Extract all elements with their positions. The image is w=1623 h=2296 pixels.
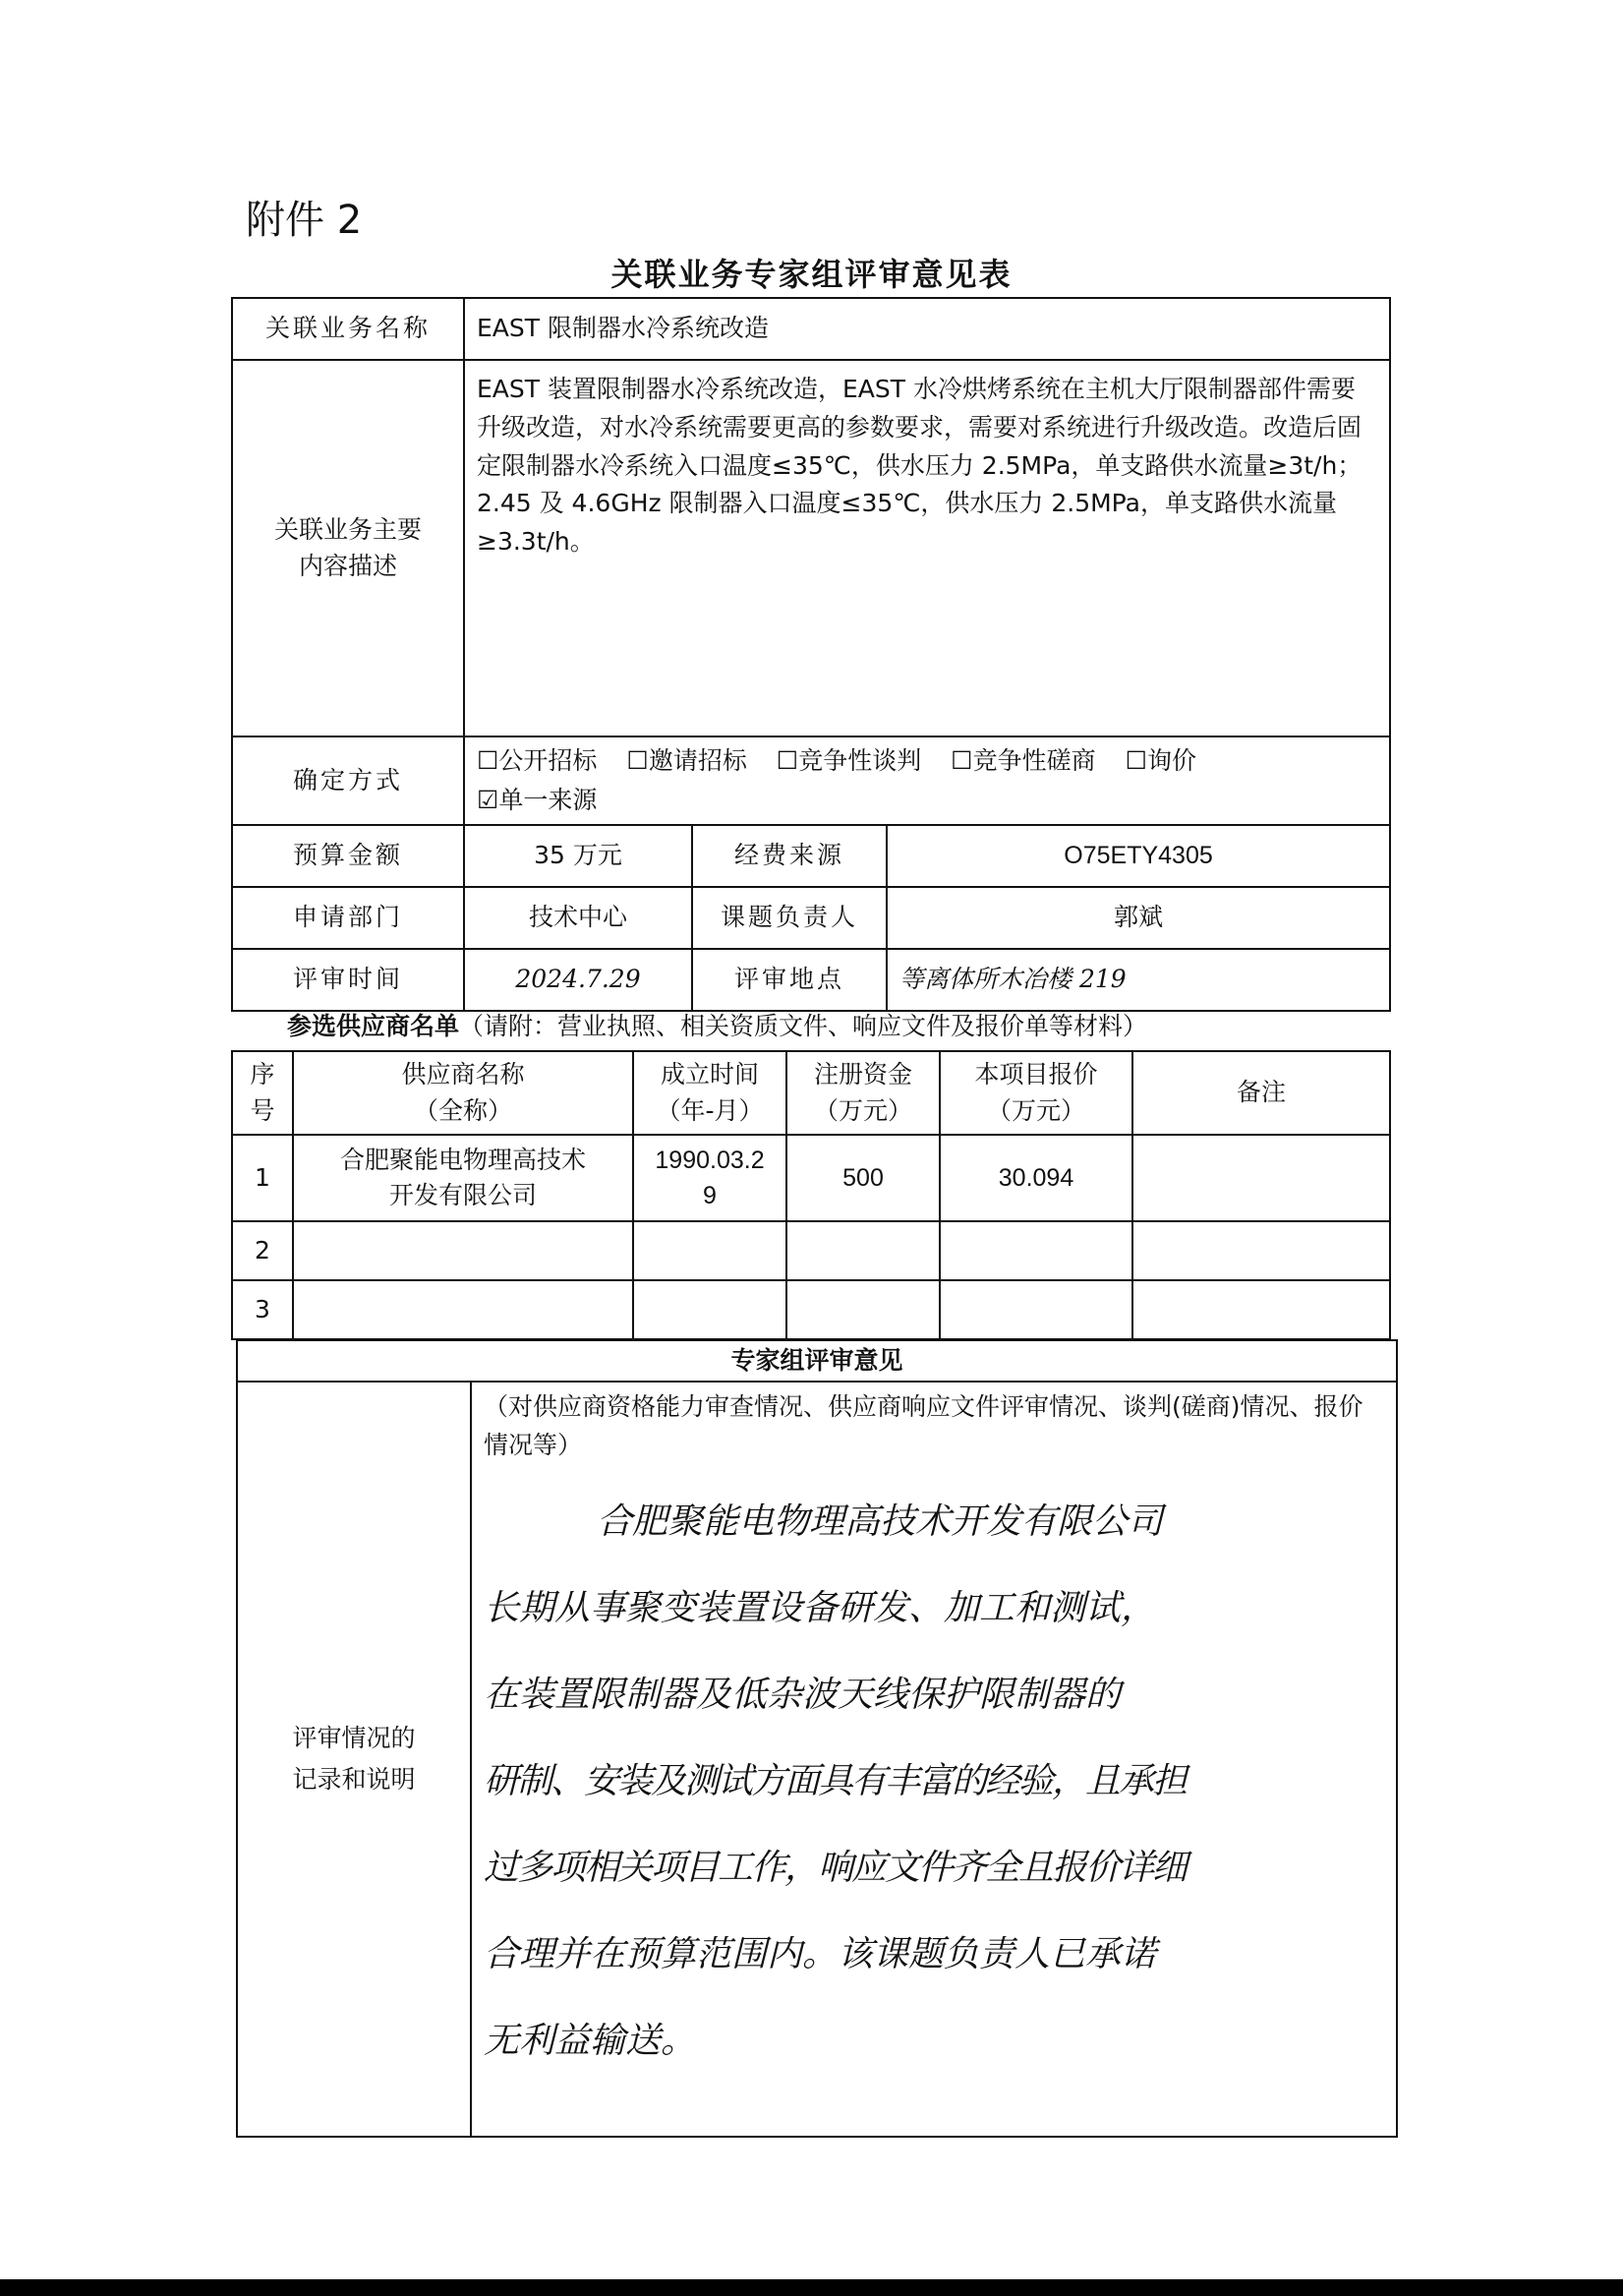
remark-cell xyxy=(1132,1280,1390,1339)
business-name-label: 关联业务名称 xyxy=(232,298,464,360)
capital-cell: 500 xyxy=(786,1135,940,1221)
seq-cell: 1 xyxy=(232,1135,293,1221)
business-info-table xyxy=(231,297,1391,1012)
method-option-inquiry: ☐询价 xyxy=(1125,746,1196,775)
department-value: 技术中心 xyxy=(464,887,692,949)
department-row xyxy=(232,887,1390,949)
description-label: 关联业务主要 内容描述 xyxy=(232,360,464,736)
table-row xyxy=(232,1221,1390,1280)
supplier-name-cell xyxy=(293,1280,633,1339)
project-leader-label: 课题负责人 xyxy=(692,887,887,949)
method-option-competitive-negotiation: ☐竞争性谈判 xyxy=(776,746,922,775)
quote-cell: 30.094 xyxy=(940,1135,1132,1221)
expert-opinion-heading: 专家组评审意见 xyxy=(237,1340,1397,1382)
supplier-name-cell xyxy=(293,1221,633,1280)
expert-opinion-table xyxy=(236,1339,1398,2138)
remark-cell xyxy=(1132,1221,1390,1280)
expert-opinion-heading-row xyxy=(237,1340,1397,1382)
form-title: 关联业务专家组评审意见表 xyxy=(610,256,1013,293)
remark-header: 备注 xyxy=(1132,1051,1390,1135)
review-time-label: 评审时间 xyxy=(232,949,464,1011)
scan-bottom-edge xyxy=(0,2279,1623,2296)
seq-cell: 2 xyxy=(232,1221,293,1280)
capital-header: 注册资金 （万元） xyxy=(786,1051,940,1135)
project-leader-value: 郭斌 xyxy=(887,887,1390,949)
business-name-value: EAST 限制器水冷系统改造 xyxy=(464,298,1390,360)
method-row xyxy=(232,736,1390,825)
founded-cell xyxy=(633,1280,786,1339)
fund-source-label: 经费来源 xyxy=(692,825,887,887)
supplier-list-heading: 参选供应商名单（请附：营业执照、相关资质文件、响应文件及报价单等材料） xyxy=(287,1012,1148,1040)
remark-cell xyxy=(1132,1135,1390,1221)
capital-cell xyxy=(786,1280,940,1339)
method-option-competitive-consultation: ☐竞争性磋商 xyxy=(951,746,1096,775)
review-place-label: 评审地点 xyxy=(692,949,887,1011)
supplier-name-cell: 合肥聚能电物理高技术 开发有限公司 xyxy=(293,1135,633,1221)
description-row xyxy=(232,360,1390,736)
budget-label: 预算金额 xyxy=(232,825,464,887)
expert-opinion-row xyxy=(237,1382,1397,2137)
table-row xyxy=(232,1135,1390,1221)
business-name-row xyxy=(232,298,1390,360)
founded-cell xyxy=(633,1221,786,1280)
review-time-value: 2024.7.29 xyxy=(464,949,692,1011)
quote-header: 本项目报价 （万元） xyxy=(940,1051,1132,1135)
review-place-value: 等离体所木冶楼 219 xyxy=(887,949,1390,1011)
opinion-content xyxy=(471,1382,1397,2137)
description-text: EAST 装置限制器水冷系统改造，EAST 水冷烘烤系统在主机大厅限制器部件需要升级改造，对水冷系统需要更高的参数要求，需要对系统进行升级改造。改造后固定限制器水冷系统入口温度≤35℃，供水压力 2.5MPa，单支路供水流量≥3t/h；2.45 及 4.6GHz 限制器入口温度≤35℃，供水压力 2.5MPa，单支路供水流量≥3.3t/h。 xyxy=(464,360,1390,736)
quote-cell xyxy=(940,1280,1132,1339)
founded-header: 成立时间 （年-月） xyxy=(633,1051,786,1135)
method-label: 确定方式 xyxy=(232,736,464,825)
founded-cell: 1990.03.2 9 xyxy=(633,1135,786,1221)
department-label: 申请部门 xyxy=(232,887,464,949)
seq-cell: 3 xyxy=(232,1280,293,1339)
quote-cell xyxy=(940,1221,1132,1280)
method-option-single-source: ☑单一来源 xyxy=(477,786,598,814)
opinion-hint: （对供应商资格能力审查情况、供应商响应文件评审情况、谈判(磋商)情况、报价情况等） xyxy=(484,1392,1363,1459)
method-options xyxy=(464,736,1390,825)
attachment-label: 附件 2 xyxy=(246,198,363,243)
fund-source-value: O75ETY4305 xyxy=(887,825,1390,887)
review-row xyxy=(232,949,1390,1011)
opinion-label: 评审情况的 记录和说明 xyxy=(237,1382,471,2137)
capital-cell xyxy=(786,1221,940,1280)
table-row xyxy=(232,1280,1390,1339)
method-option-invited-tender: ☐邀请招标 xyxy=(626,746,747,775)
method-option-open-tender: ☐公开招标 xyxy=(477,746,598,775)
supplier-table-header xyxy=(232,1051,1390,1135)
supplier-table xyxy=(231,1050,1391,1340)
seq-header: 序 号 xyxy=(232,1051,293,1135)
budget-row xyxy=(232,825,1390,887)
budget-value: 35 万元 xyxy=(464,825,692,887)
handwritten-opinion: 合肥聚能电物理高技术开发有限公司 长期从事聚变装置设备研发、加工和测试， 在装置限制器及低杂波天线保护限制器的 研制、安装及测试方面具有丰富的经验，且承担 过多项相关项目工作，响应文件齐全且报价详细 合理并在预算范围内。该课题负责人已承诺 无利益输送。 xyxy=(484,1501,1187,2061)
supplier-name-header: 供应商名称 （全称） xyxy=(293,1051,633,1135)
